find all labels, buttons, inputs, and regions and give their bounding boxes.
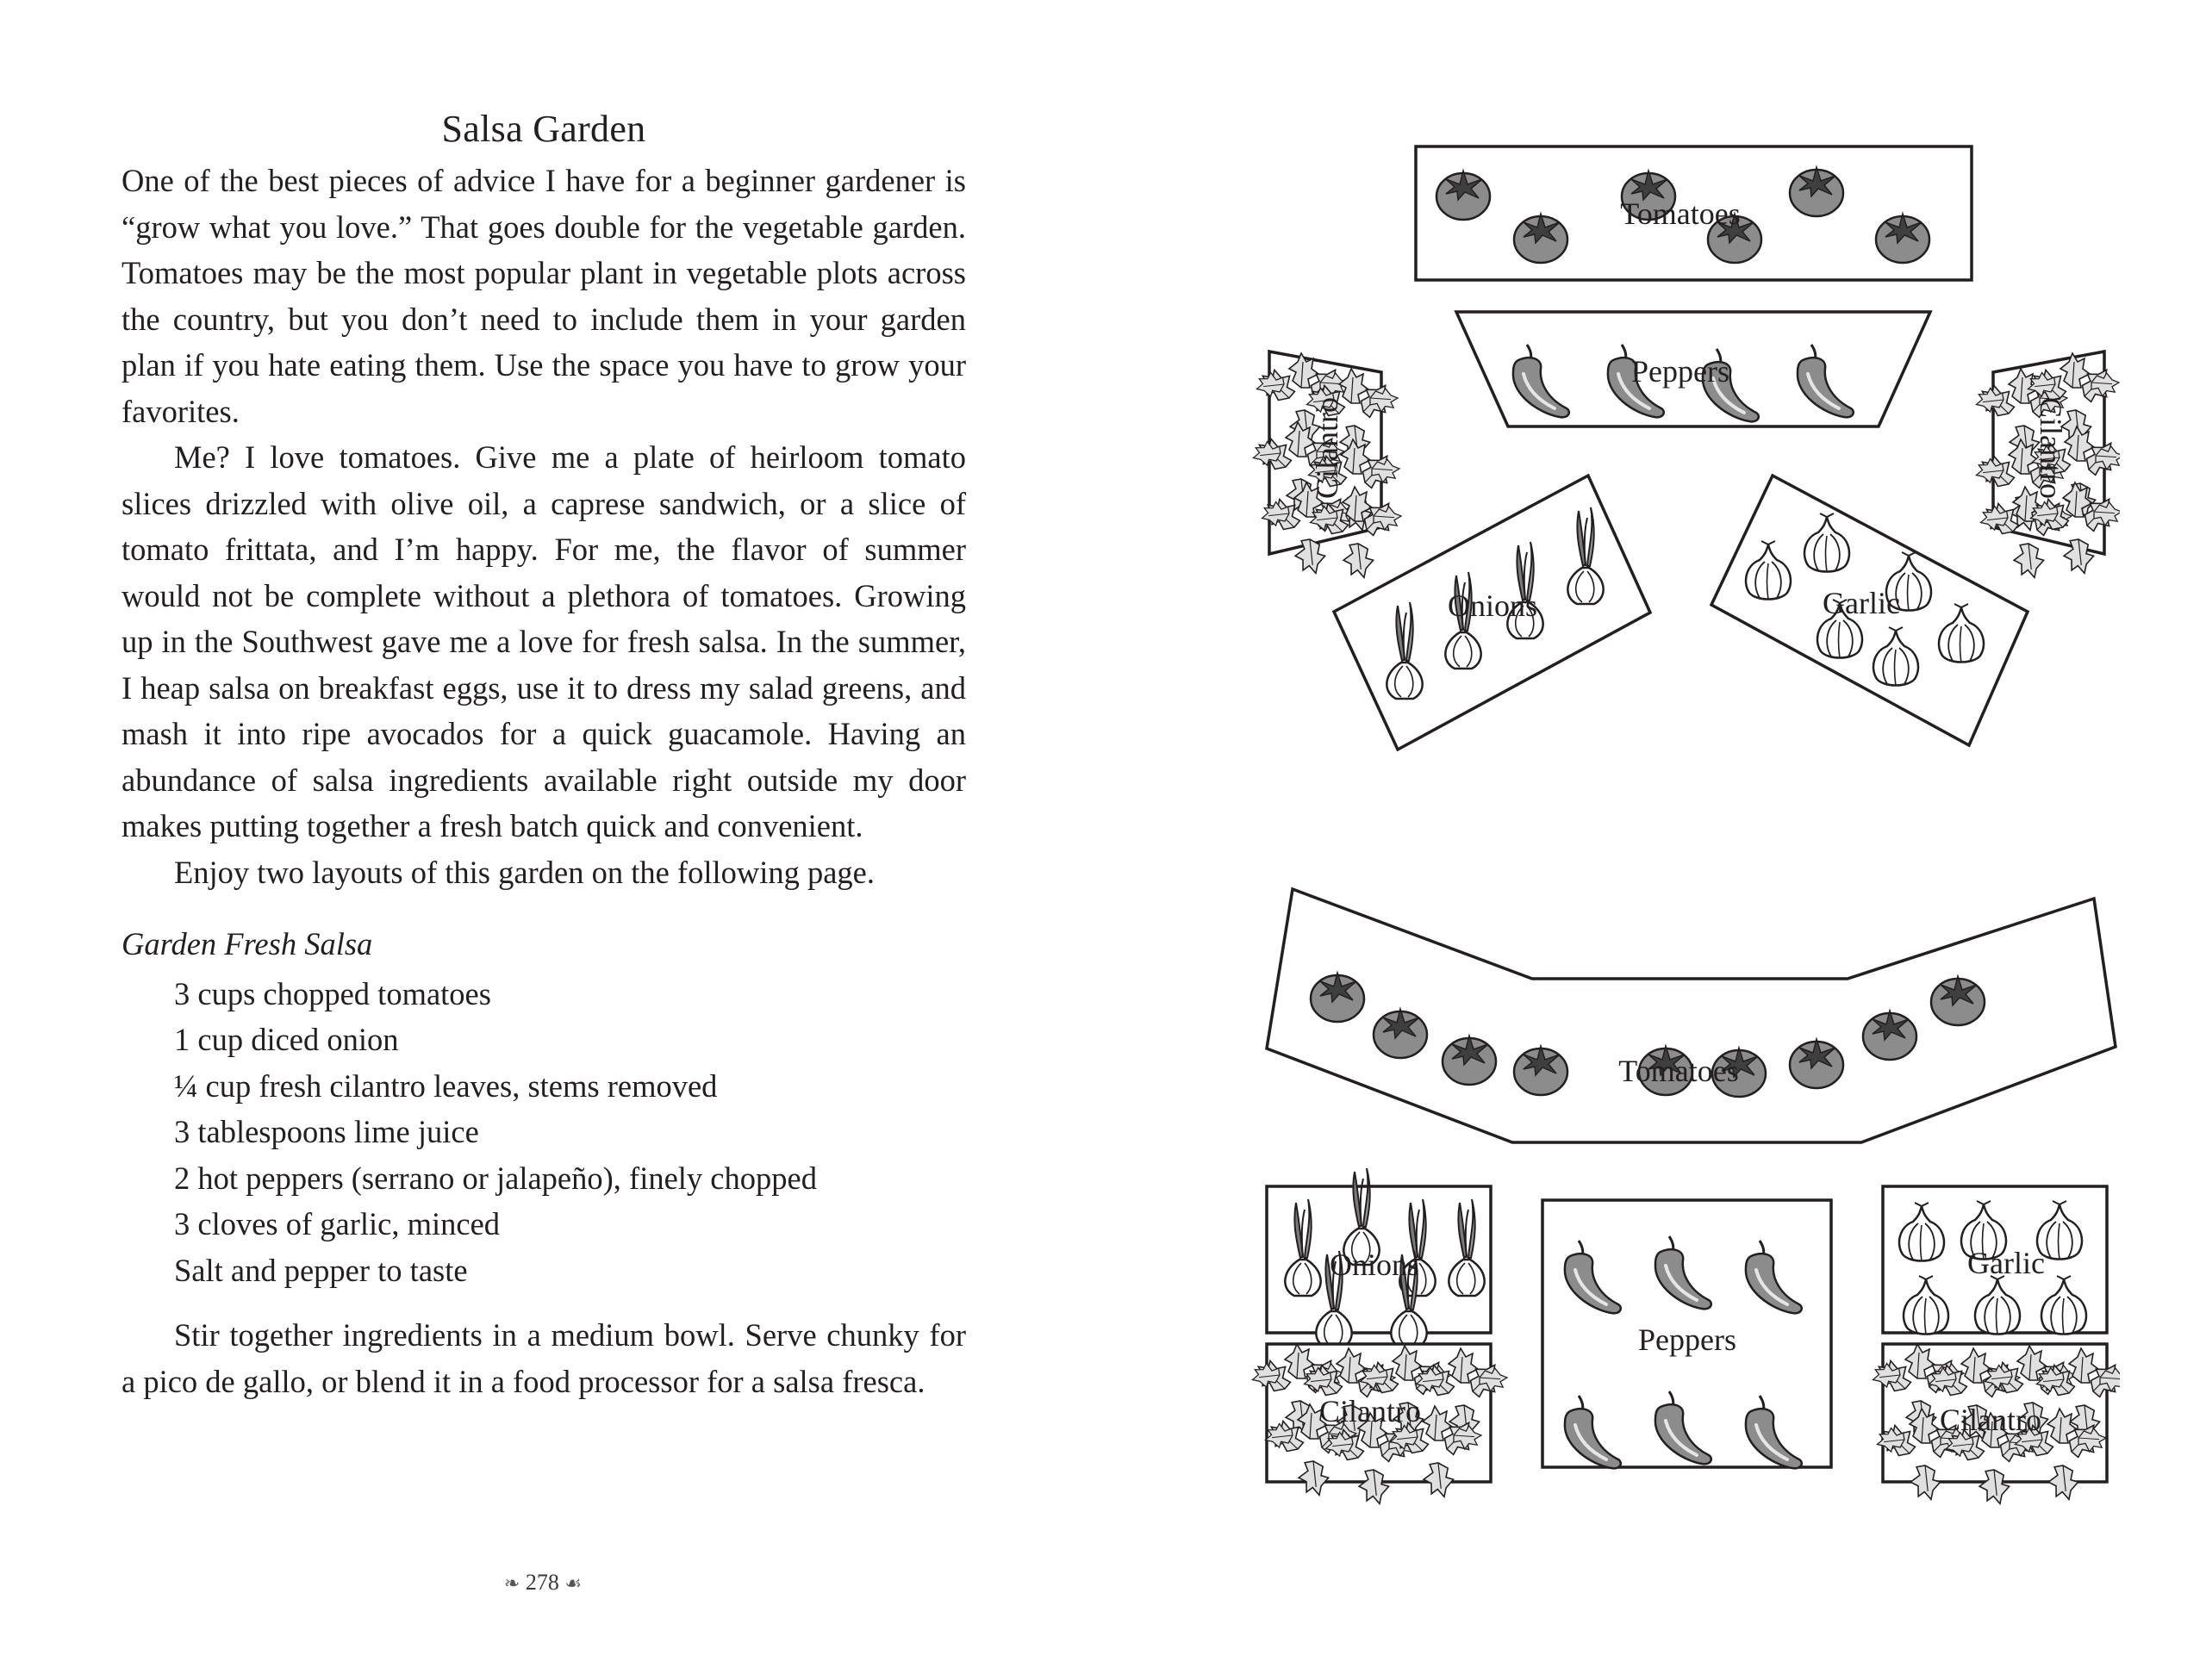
bed-label-onions: Onions xyxy=(1447,588,1538,623)
page-title: Salsa Garden xyxy=(441,108,646,150)
ingredient-item: 2 hot peppers (serrano or jalapeño), finely chopped xyxy=(174,1160,817,1196)
paragraph-1: One of the best pieces of advice I have for a beginner gardener is “grow what you love.” That goes double for the vegetable garden. Tomatoes may be the most popular plant in vegetable plots across the country, but you don’t need to include them in your garden plan if you hate eating them. Use the space you have to grow your favorites. xyxy=(122,163,966,429)
ingredient-item: Salt and pepper to taste xyxy=(174,1252,468,1288)
bed-label-garlic: Garlic xyxy=(1823,586,1900,620)
recipe-instructions: Stir together ingredients in a medium bowl. Serve chunky for a pico de gallo, or blend it in a food processor for a salsa fresca. xyxy=(122,1317,966,1399)
bed-label-tomatoes: Tomatoes xyxy=(1618,1054,1739,1088)
bed-b-cilantro-right xyxy=(1871,1344,2120,1507)
ingredient-item: 3 cloves of garlic, minced xyxy=(174,1206,501,1241)
bed-b-peppers xyxy=(1542,1200,1831,1468)
layout-a xyxy=(1251,146,2120,750)
bed-b-garlic xyxy=(1883,1186,2107,1335)
bed-label-peppers: Peppers xyxy=(1631,354,1729,389)
bed-b-cilantro-left xyxy=(1250,1344,1508,1507)
bed-label-peppers: Peppers xyxy=(1638,1322,1736,1357)
bed-label-garlic: Garlic xyxy=(1967,1246,2045,1280)
bed-label-cilantro-right: Cilantro xyxy=(1940,1403,2041,1437)
bed-a-peppers xyxy=(1456,312,1930,426)
bed-a-cilantro-right xyxy=(1974,352,2120,581)
page-number-text: 278 xyxy=(525,1570,559,1595)
layout-b xyxy=(1250,889,2120,1507)
folio-ornament-right-icon: ☙ xyxy=(564,1572,583,1594)
page-number xyxy=(483,1570,603,1596)
bed-label-cilantro-left: Cilantro xyxy=(1310,397,1344,499)
bed-label-tomatoes: Tomatoes xyxy=(1620,196,1741,231)
bed-a-garlic xyxy=(1711,476,2028,745)
ingredient-item: 3 tablespoons lime juice xyxy=(174,1114,479,1149)
paragraph-3: Enjoy two layouts of this garden on the following page. xyxy=(174,854,875,890)
ingredient-item: 1 cup diced onion xyxy=(174,1022,399,1057)
ingredient-item: 3 cups chopped tomatoes xyxy=(174,975,491,1011)
ingredient-item: ¼ cup fresh cilantro leaves, stems removed xyxy=(174,1067,718,1104)
bed-label-onions: Onions xyxy=(1329,1248,1420,1282)
text-column xyxy=(122,95,966,1404)
garden-layouts-diagram xyxy=(1241,129,2120,1551)
bed-b-onions xyxy=(1267,1168,1491,1347)
bed-a-cilantro-left xyxy=(1251,352,1402,581)
ingredient-list xyxy=(122,971,966,1294)
recipe-title: Garden Fresh Salsa xyxy=(122,926,373,961)
paragraph-2: Me? I love tomatoes. Give me a plate of heirloom tomato slices drizzled with olive oil, a caprese sandwich, or a slice of tomato frittata, and I’m happy. For me, the flavor of summer would not be complete without a plethora of tomatoes. Growing up in the Southwest gave me a love for fresh salsa. In the summer, I heap salsa on breakfast eggs, use it to dress my salad greens, and mash it into ripe avocados for a quick guacamole. Having an abundance of salsa ingredients available right outside my door makes putting together a fresh batch quick and convenient. xyxy=(122,439,966,843)
bed-a-tomatoes xyxy=(1416,146,1972,280)
bed-label-cilantro-left: Cilantro xyxy=(1319,1394,1421,1428)
bed-label-cilantro-right: Cilantro xyxy=(2034,397,2068,499)
folio-ornament-left-icon: ❧ xyxy=(503,1572,520,1594)
bed-b-tomatoes xyxy=(1267,889,2116,1142)
